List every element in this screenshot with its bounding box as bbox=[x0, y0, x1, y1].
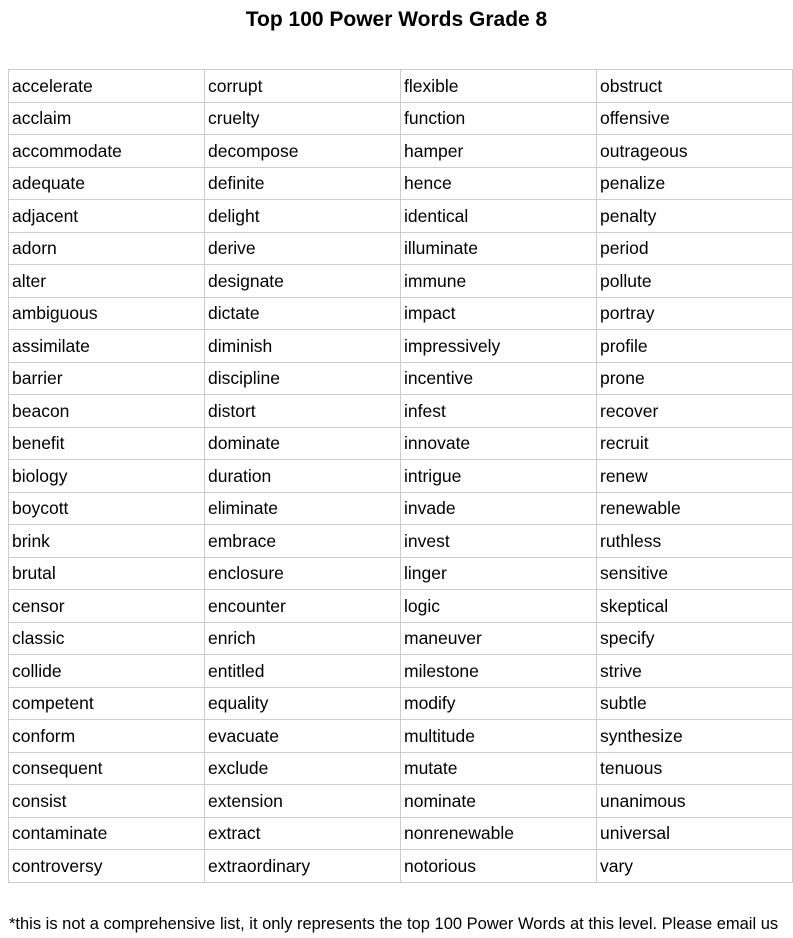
word-cell: consist bbox=[9, 785, 205, 818]
word-cell: tenuous bbox=[597, 752, 793, 785]
word-cell: extension bbox=[205, 785, 401, 818]
word-cell: flexible bbox=[401, 70, 597, 103]
word-cell: embrace bbox=[205, 525, 401, 558]
word-cell: nonrenewable bbox=[401, 817, 597, 850]
word-cell: innovate bbox=[401, 427, 597, 460]
word-cell: benefit bbox=[9, 427, 205, 460]
word-table-body bbox=[9, 70, 793, 883]
word-cell: logic bbox=[401, 590, 597, 623]
word-cell: definite bbox=[205, 167, 401, 200]
word-cell: offensive bbox=[597, 102, 793, 135]
word-cell: infest bbox=[401, 395, 597, 428]
word-cell: duration bbox=[205, 460, 401, 493]
word-cell: milestone bbox=[401, 655, 597, 688]
word-cell: specify bbox=[597, 622, 793, 655]
word-cell: consequent bbox=[9, 752, 205, 785]
power-words-table bbox=[8, 69, 793, 883]
word-cell: alter bbox=[9, 265, 205, 298]
word-cell: distort bbox=[205, 395, 401, 428]
table-row bbox=[9, 525, 793, 558]
word-cell: penalize bbox=[597, 167, 793, 200]
word-cell: portray bbox=[597, 297, 793, 330]
word-cell: profile bbox=[597, 330, 793, 363]
word-cell: nominate bbox=[401, 785, 597, 818]
word-cell: penalty bbox=[597, 200, 793, 233]
word-cell: impact bbox=[401, 297, 597, 330]
table-row bbox=[9, 720, 793, 753]
word-cell: hence bbox=[401, 167, 597, 200]
table-row bbox=[9, 232, 793, 265]
word-cell: brink bbox=[9, 525, 205, 558]
table-row bbox=[9, 655, 793, 688]
word-cell: enrich bbox=[205, 622, 401, 655]
word-cell: competent bbox=[9, 687, 205, 720]
word-cell: accommodate bbox=[9, 135, 205, 168]
word-cell: controversy bbox=[9, 850, 205, 883]
word-cell: vary bbox=[597, 850, 793, 883]
table-row bbox=[9, 622, 793, 655]
word-cell: assimilate bbox=[9, 330, 205, 363]
word-cell: boycott bbox=[9, 492, 205, 525]
word-cell: brutal bbox=[9, 557, 205, 590]
word-cell: invade bbox=[401, 492, 597, 525]
word-cell: prone bbox=[597, 362, 793, 395]
word-cell: diminish bbox=[205, 330, 401, 363]
word-cell: unanimous bbox=[597, 785, 793, 818]
word-cell: modify bbox=[401, 687, 597, 720]
table-row bbox=[9, 427, 793, 460]
word-cell: beacon bbox=[9, 395, 205, 428]
word-cell: strive bbox=[597, 655, 793, 688]
table-row bbox=[9, 687, 793, 720]
word-cell: equality bbox=[205, 687, 401, 720]
word-cell: barrier bbox=[9, 362, 205, 395]
word-cell: ambiguous bbox=[9, 297, 205, 330]
word-cell: renew bbox=[597, 460, 793, 493]
word-cell: impressively bbox=[401, 330, 597, 363]
word-cell: extraordinary bbox=[205, 850, 401, 883]
word-cell: decompose bbox=[205, 135, 401, 168]
word-cell: accelerate bbox=[9, 70, 205, 103]
table-row bbox=[9, 590, 793, 623]
word-cell: eliminate bbox=[205, 492, 401, 525]
page-title: Top 100 Power Words Grade 8 bbox=[245, 8, 548, 31]
table-row bbox=[9, 200, 793, 233]
word-cell: intrigue bbox=[401, 460, 597, 493]
word-cell: invest bbox=[401, 525, 597, 558]
word-cell: adequate bbox=[9, 167, 205, 200]
word-cell: encounter bbox=[205, 590, 401, 623]
word-cell: obstruct bbox=[597, 70, 793, 103]
table-row bbox=[9, 102, 793, 135]
word-cell: identical bbox=[401, 200, 597, 233]
table-row bbox=[9, 492, 793, 525]
word-cell: incentive bbox=[401, 362, 597, 395]
word-cell: renewable bbox=[597, 492, 793, 525]
word-cell: ruthless bbox=[597, 525, 793, 558]
word-cell: cruelty bbox=[205, 102, 401, 135]
word-cell: dictate bbox=[205, 297, 401, 330]
word-cell: sensitive bbox=[597, 557, 793, 590]
word-cell: biology bbox=[9, 460, 205, 493]
word-cell: adorn bbox=[9, 232, 205, 265]
table-row bbox=[9, 297, 793, 330]
word-cell: recover bbox=[597, 395, 793, 428]
word-cell: skeptical bbox=[597, 590, 793, 623]
table-row bbox=[9, 850, 793, 883]
word-cell: enclosure bbox=[205, 557, 401, 590]
word-cell: entitled bbox=[205, 655, 401, 688]
word-cell: evacuate bbox=[205, 720, 401, 753]
word-cell: mutate bbox=[401, 752, 597, 785]
word-cell: designate bbox=[205, 265, 401, 298]
table-row bbox=[9, 70, 793, 103]
word-cell: classic bbox=[9, 622, 205, 655]
table-row bbox=[9, 167, 793, 200]
word-cell: function bbox=[401, 102, 597, 135]
table-row bbox=[9, 752, 793, 785]
word-cell: hamper bbox=[401, 135, 597, 168]
word-cell: recruit bbox=[597, 427, 793, 460]
word-cell: maneuver bbox=[401, 622, 597, 655]
word-cell: contaminate bbox=[9, 817, 205, 850]
word-cell: pollute bbox=[597, 265, 793, 298]
word-cell: period bbox=[597, 232, 793, 265]
table-row bbox=[9, 460, 793, 493]
word-cell: universal bbox=[597, 817, 793, 850]
word-cell: adjacent bbox=[9, 200, 205, 233]
word-cell: synthesize bbox=[597, 720, 793, 753]
footnote: *this is not a comprehensive list, it only represents the top 100 Power Words at this level. Please email us bbox=[9, 915, 779, 933]
word-cell: notorious bbox=[401, 850, 597, 883]
word-cell: outrageous bbox=[597, 135, 793, 168]
word-cell: discipline bbox=[205, 362, 401, 395]
word-cell: extract bbox=[205, 817, 401, 850]
table-row bbox=[9, 330, 793, 363]
table-row bbox=[9, 395, 793, 428]
word-cell: subtle bbox=[597, 687, 793, 720]
word-cell: multitude bbox=[401, 720, 597, 753]
word-cell: immune bbox=[401, 265, 597, 298]
word-cell: collide bbox=[9, 655, 205, 688]
table-row bbox=[9, 785, 793, 818]
word-cell: exclude bbox=[205, 752, 401, 785]
table-row bbox=[9, 362, 793, 395]
word-cell: censor bbox=[9, 590, 205, 623]
table-row bbox=[9, 265, 793, 298]
word-cell: illuminate bbox=[401, 232, 597, 265]
word-cell: corrupt bbox=[205, 70, 401, 103]
table-row bbox=[9, 817, 793, 850]
table-row bbox=[9, 557, 793, 590]
word-cell: conform bbox=[9, 720, 205, 753]
table-row bbox=[9, 135, 793, 168]
word-cell: delight bbox=[205, 200, 401, 233]
word-cell: linger bbox=[401, 557, 597, 590]
word-cell: acclaim bbox=[9, 102, 205, 135]
word-cell: derive bbox=[205, 232, 401, 265]
word-cell: dominate bbox=[205, 427, 401, 460]
